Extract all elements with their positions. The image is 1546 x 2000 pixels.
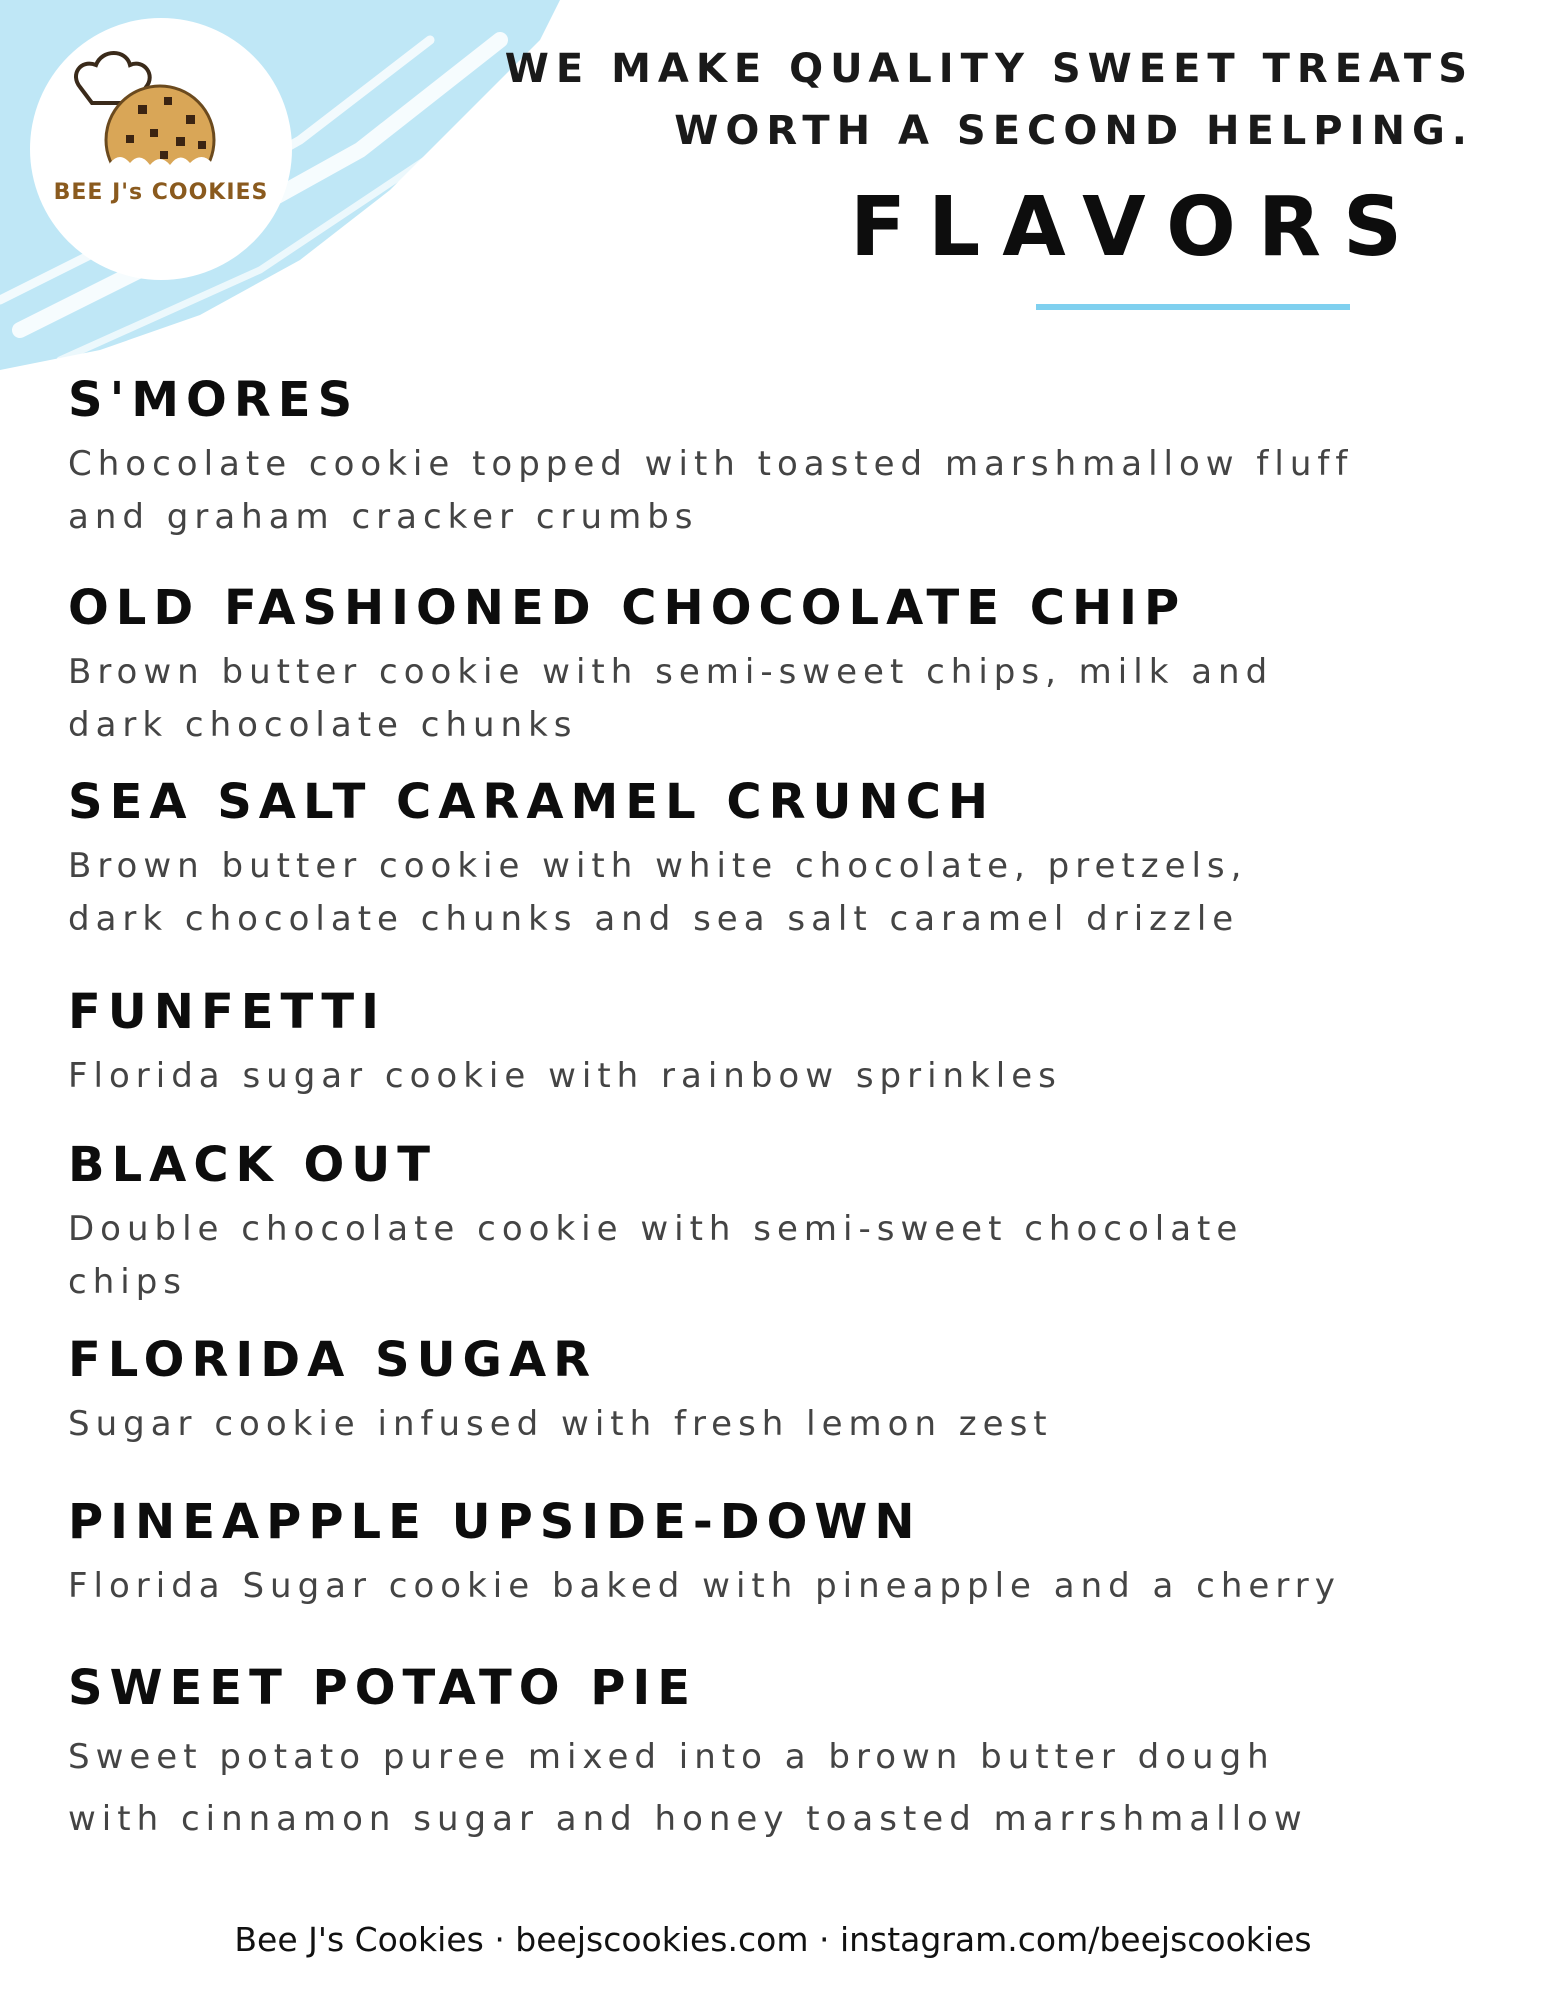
flavor-name: S'MORES [68,372,360,428]
footer-contact: Bee J's Cookies · beejscookies.com · instagram.com/beejscookies [234,1920,1312,1959]
flavor-name: FUNFETTI [68,984,386,1040]
flavor-description: Double chocolate cookie with semi-sweet chocolate chips [68,1209,1244,1302]
flavor-description: Brown butter cookie with white chocolate, pretzels, dark chocolate chunks and sea salt caramel drizzle [68,846,1248,939]
flavor-name: FLORIDA SUGAR [68,1332,598,1388]
flavor-name: OLD FASHIONED CHOCOLATE CHIP [68,580,1187,636]
flavor-item-florida-sugar [68,1330,1488,1451]
flavor-item-pineapple-upside-down [68,1492,1488,1613]
flavor-description: Florida Sugar cookie baked with pineapple and a cherry [68,1566,1341,1606]
flavor-name: SEA SALT CARAMEL CRUNCH [68,774,996,830]
flavor-item-black-out [68,1135,1488,1309]
flavor-name: SWEET POTATO PIE [68,1660,698,1716]
cookie-logo-icon [60,45,260,195]
flavor-description: Sweet potato puree mixed into a brown butter dough with cinnamon sugar and honey toasted marrshmallow [68,1737,1308,1839]
tagline [494,38,1474,162]
flavor-item-sweet-potato-pie [68,1658,1488,1850]
flavor-item-smores [68,370,1488,544]
flavor-description: Florida sugar cookie with rainbow sprinkles [68,1056,1062,1096]
logo-text: BEE J's COOKIES [53,180,269,205]
flavor-item-chocolate-chip [68,578,1488,752]
tagline-line-1: WE MAKE QUALITY SWEET TREATS [504,46,1474,92]
flavor-name: BLACK OUT [68,1137,437,1193]
tagline-line-2: WORTH A SECOND HELPING. [674,108,1474,154]
flavor-name: PINEAPPLE UPSIDE-DOWN [68,1494,922,1550]
flavor-item-funfetti [68,982,1488,1103]
flavor-description: Sugar cookie infused with fresh lemon zest [68,1404,1053,1444]
page-title: FLAVORS [850,180,1425,275]
flavor-description: Chocolate cookie topped with toasted marshmallow fluff and graham cracker crumbs [68,444,1354,537]
flavor-item-sea-salt-caramel [68,772,1488,946]
flavor-description: Brown butter cookie with semi-sweet chips, milk and dark chocolate chunks [68,652,1274,745]
title-underline [1036,304,1350,310]
